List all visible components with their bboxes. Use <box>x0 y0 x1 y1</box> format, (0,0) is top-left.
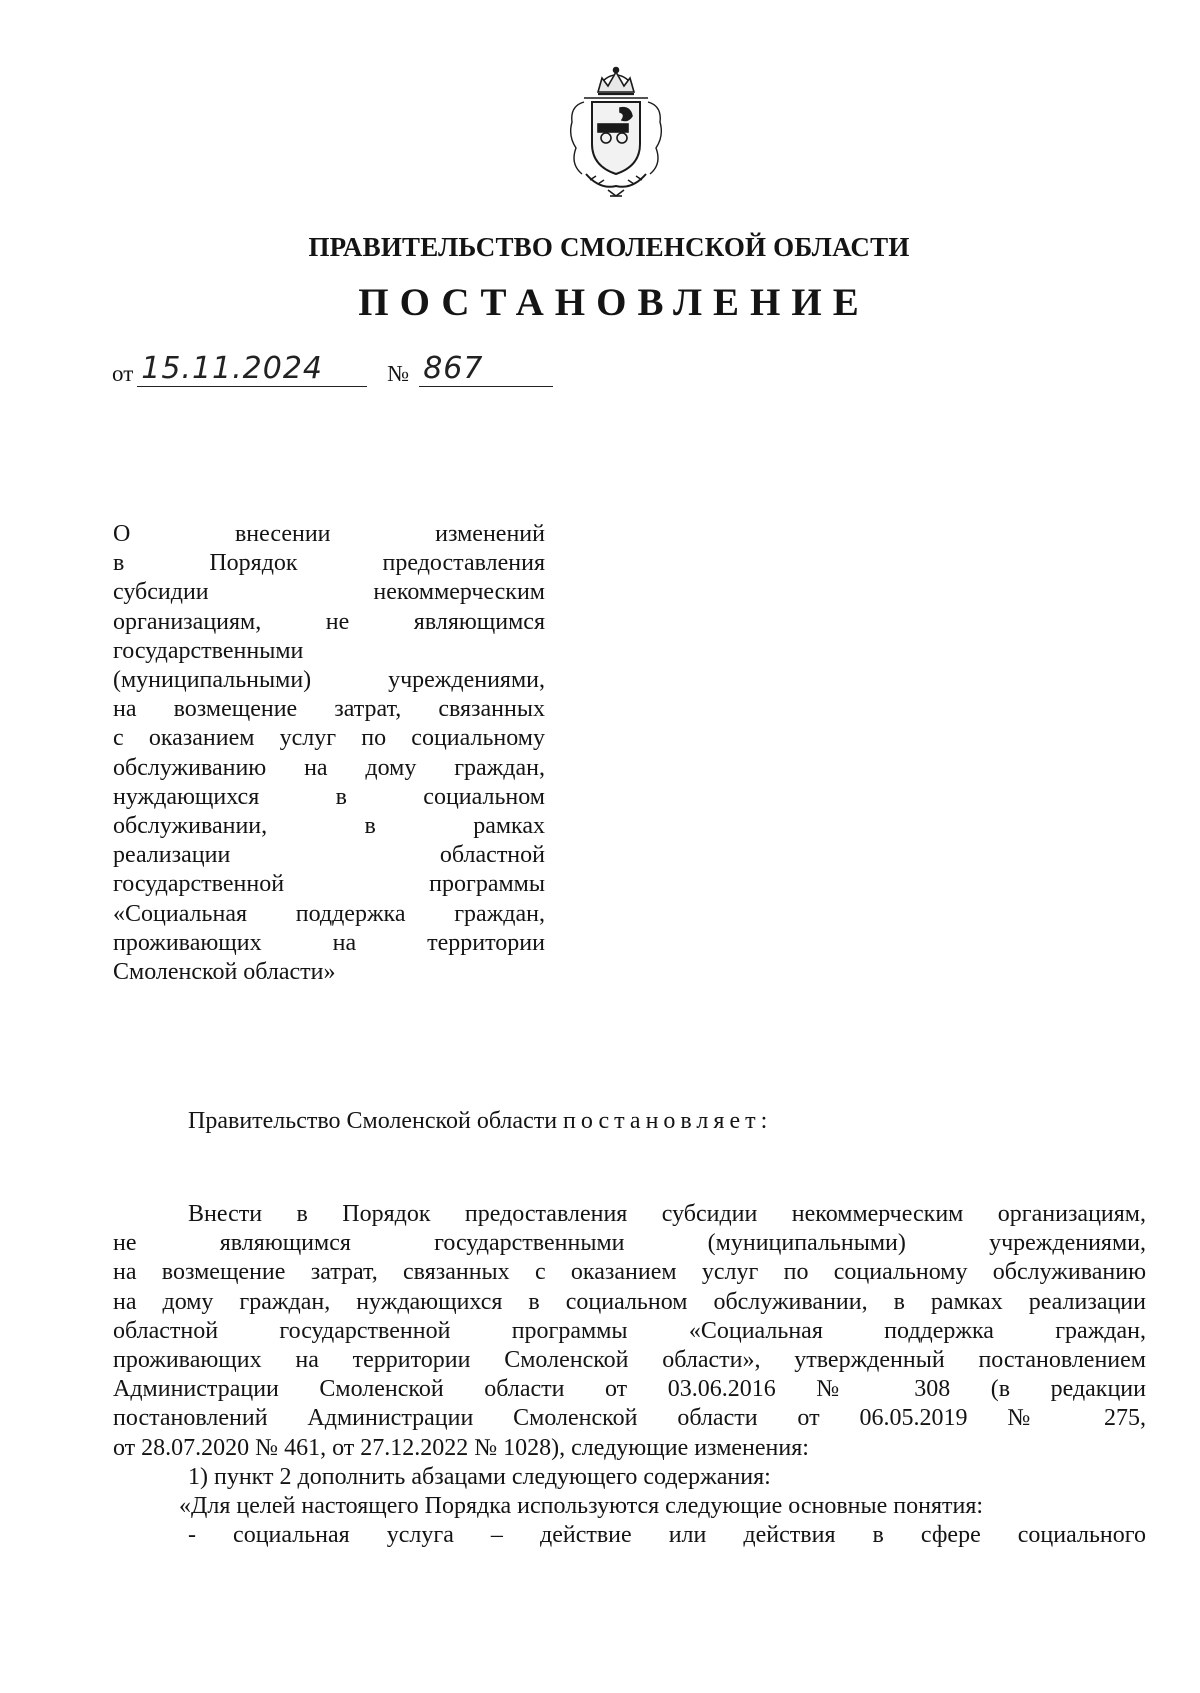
body-line: проживающих на территории Смоленской области», утвержденный постановлением <box>113 1347 1146 1374</box>
body-line: Внести в Порядок предоставления субсидии некоммерческим организациям, <box>188 1201 1146 1227</box>
subject-line: обслуживанию на дому граждан, <box>113 754 545 781</box>
body-line: постановлений Администрации Смоленской области от 06.05.2019 № 275, <box>113 1405 1146 1432</box>
subject-line: (муниципальными) учреждениями, <box>113 667 545 694</box>
body-line: на дому граждан, нуждающихся в социальном обслуживании, в рамках реализации <box>113 1288 1146 1315</box>
number-label: № <box>387 361 410 386</box>
date-label: от <box>112 361 134 386</box>
body-line: от 28.07.2020 № 461, от 27.12.2022 № 1028), следующие изменения: <box>113 1434 809 1461</box>
coat-of-arms-emblem <box>560 62 672 202</box>
subject-line: государственными <box>113 637 304 664</box>
document-subject <box>113 520 545 987</box>
date-number-line <box>112 352 553 387</box>
preamble <box>188 1108 772 1135</box>
preamble-text: Правительство Смоленской области <box>188 1108 558 1134</box>
subject-line: субсидии некоммерческим <box>113 579 545 606</box>
body-line: «Для целей настоящего Порядка используются следующие основные понятия: <box>179 1493 984 1520</box>
document-type-heading: ПОСТАНОВЛЕНИЕ <box>358 281 870 324</box>
subject-line: государственной программы <box>113 871 545 898</box>
body-line: областной государственной программы «Социальная поддержка граждан, <box>113 1317 1146 1344</box>
subject-line: «Социальная поддержка граждан, <box>113 900 545 927</box>
subject-line: с оказанием услуг по социальному <box>113 725 545 752</box>
handwritten-number: 867 <box>419 352 553 387</box>
body-line: не являющимся государственными (муниципальными) учреждениями, <box>113 1230 1146 1257</box>
subject-line: организациям, не являющимся <box>113 608 545 635</box>
subject-line: на возмещение затрат, связанных <box>113 696 545 723</box>
subject-line: нуждающихся в социальном <box>113 783 545 810</box>
handwritten-date: 15.11.2024 <box>137 352 367 387</box>
preamble-verb: постановляет: <box>563 1108 773 1134</box>
body-line: - социальная услуга – действие или действия в сфере социального <box>188 1522 1146 1549</box>
subject-line: Смоленской области» <box>113 959 336 986</box>
subject-line: в Порядок предоставления <box>113 550 545 577</box>
subject-line: реализации областной <box>113 842 545 869</box>
body-line: 1) пункт 2 дополнить абзацами следующего содержания: <box>188 1463 771 1490</box>
body-line: на возмещение затрат, связанных с оказанием услуг по социальному обслуживанию <box>113 1259 1146 1286</box>
body-line: Администрации Смоленской области от 03.06.2016 № 308 (в редакции <box>113 1376 1146 1403</box>
organization-title: ПРАВИТЕЛЬСТВО СМОЛЕНСКОЙ ОБЛАСТИ <box>308 232 910 262</box>
subject-line: обслуживании, в рамках <box>113 813 545 840</box>
subject-line: проживающих на территории <box>113 929 545 956</box>
resolution-body <box>113 1200 1146 1550</box>
subject-line: О внесении изменений <box>113 521 545 547</box>
